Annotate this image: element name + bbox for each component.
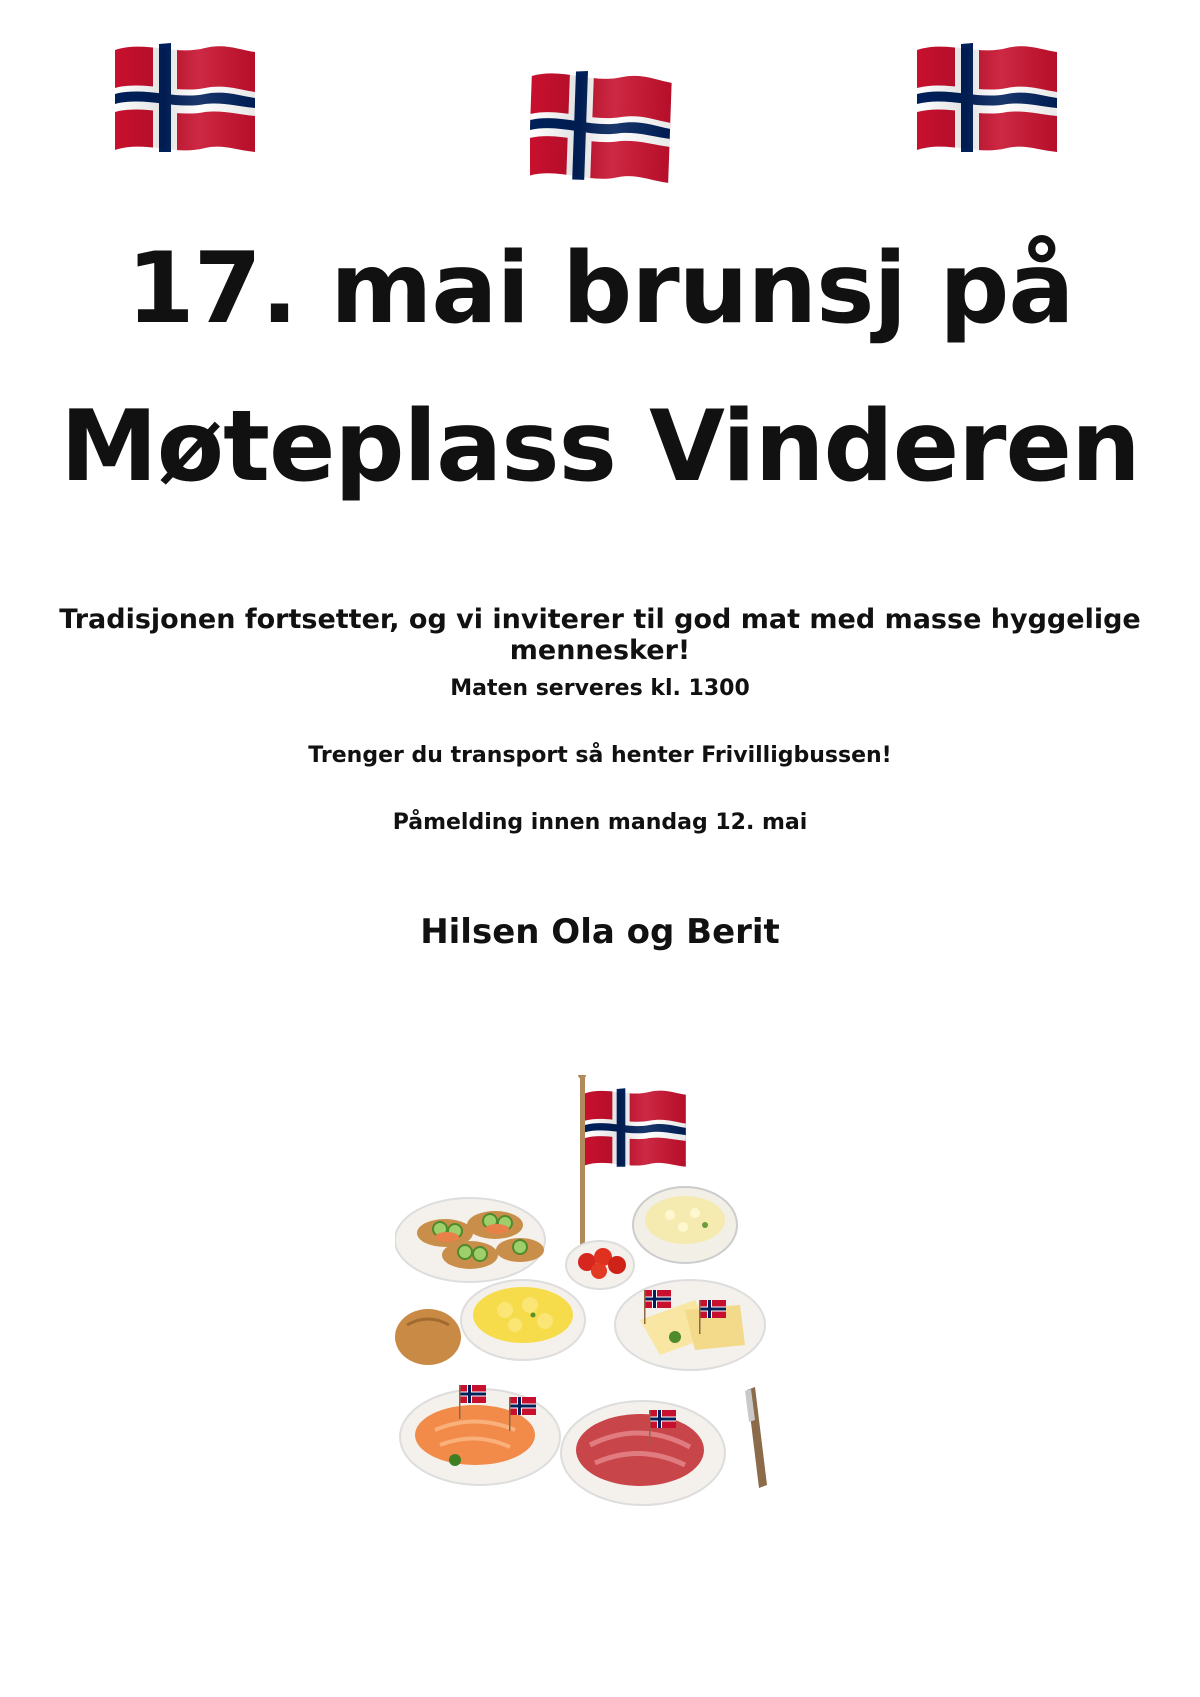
title-line-2: Møteplass Vinderen <box>60 390 1140 504</box>
brunch-food-illustration <box>395 1075 815 1535</box>
norwegian-flag-icon <box>915 38 1060 168</box>
signature: Hilsen Ola og Berit <box>420 912 780 952</box>
intro-text: Tradisjonen fortsetter, og vi inviterer til god mat med masse hyggelige mennesker! <box>59 604 1141 666</box>
serving-time-text: Maten serveres kl. 1300 <box>450 676 750 701</box>
page-title <box>0 210 1200 526</box>
transport-text: Trenger du transport så henter Frivilligbussen! <box>308 743 892 768</box>
norwegian-flag-icon <box>113 38 258 163</box>
title-line-1: 17. mai brunsj på <box>126 232 1074 346</box>
signup-deadline-text: Påmelding innen mandag 12. mai <box>392 810 808 835</box>
norwegian-flag-icon <box>530 60 675 190</box>
